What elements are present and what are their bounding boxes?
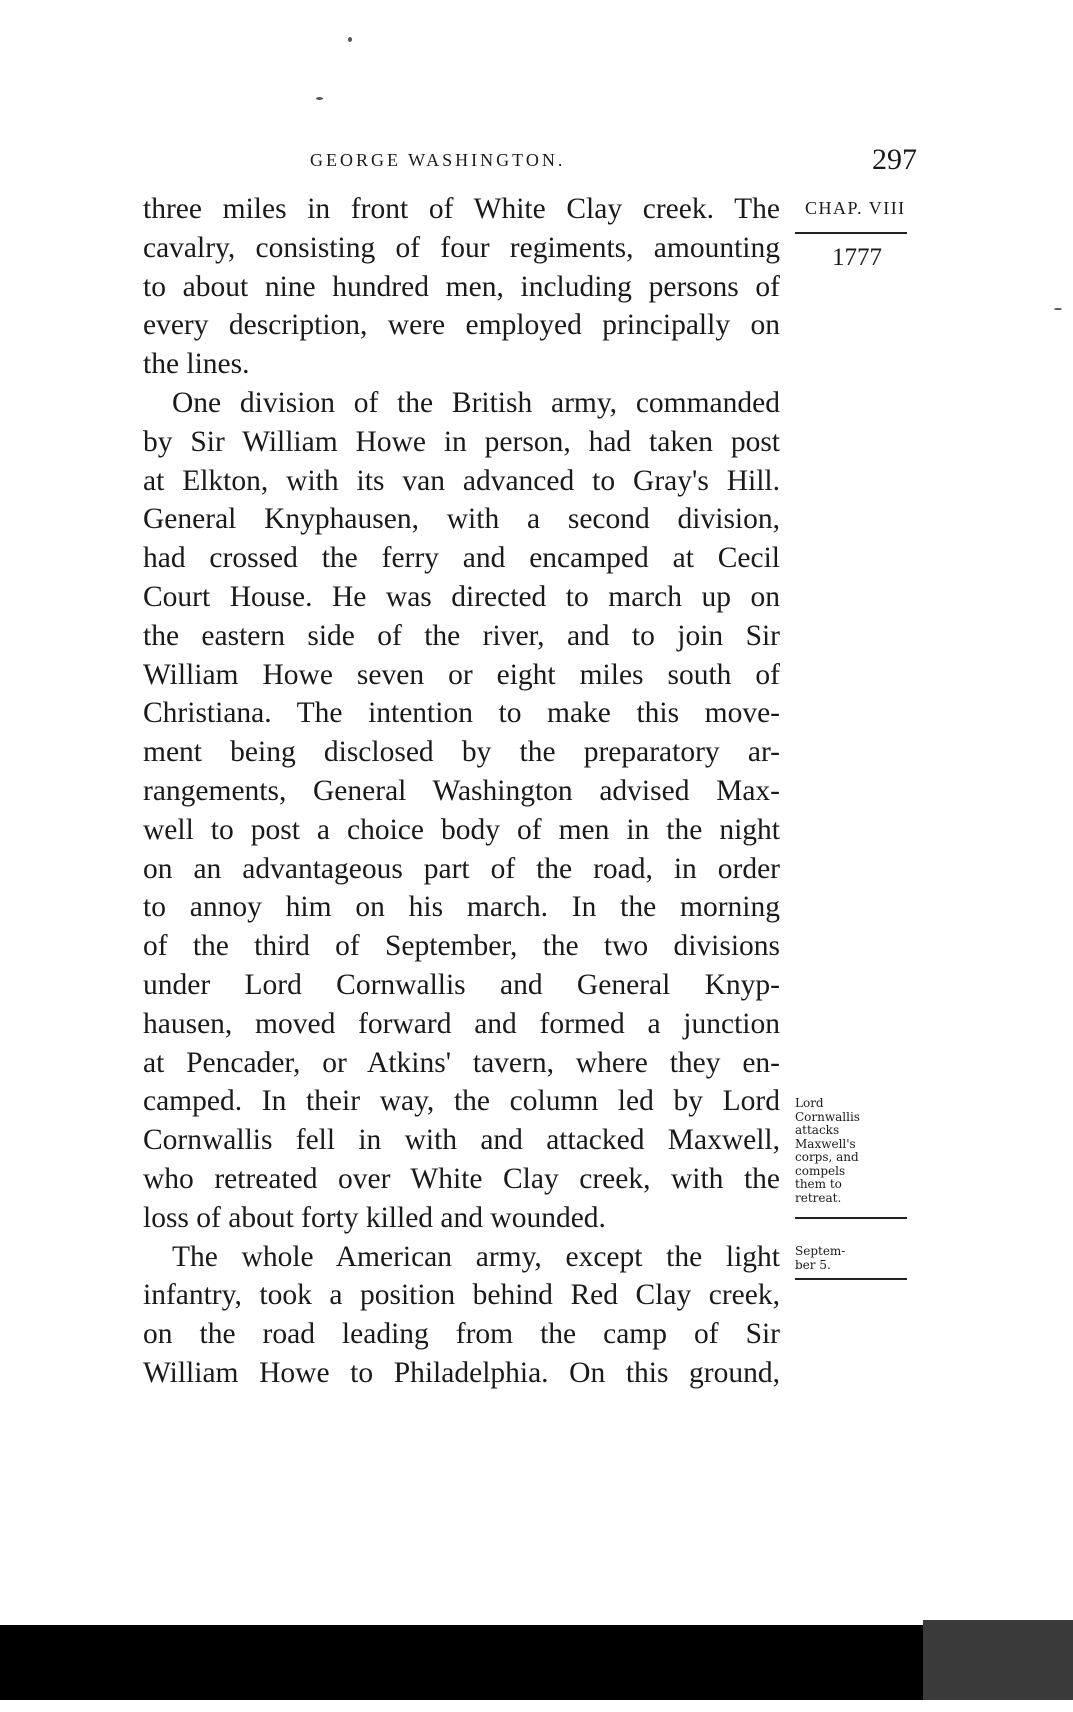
- side-note-line: Cornwallis: [795, 1109, 860, 1124]
- side-note-line: Septem-: [795, 1244, 846, 1258]
- side-note-line: compels: [795, 1163, 846, 1178]
- text-line: Court House. He was directed to march up on: [143, 580, 780, 613]
- side-note-rule: [795, 1278, 907, 1280]
- text-line: Christiana. The intention to make this move-: [143, 697, 780, 730]
- text-line: well to post a choice body of men in the night: [143, 813, 780, 846]
- text-line: William Howe to Philadelphia. On this ground,: [143, 1356, 780, 1389]
- text-line: ment being disclosed by the preparatory ar-: [143, 736, 780, 769]
- text-line: General Knyphausen, with a second division,: [143, 503, 780, 536]
- text-line: three miles in front of White Clay creek. The: [143, 193, 780, 225]
- paragraph-start-line: The whole American army, except the light: [172, 1240, 780, 1273]
- text-line: rangements, General Washington advised Max-: [143, 774, 780, 807]
- scan-speck: [348, 37, 352, 42]
- side-note-line: Lord: [795, 1096, 824, 1110]
- text-line: Cornwallis fell in with and attacked Maxwell,: [143, 1124, 780, 1157]
- text-line: on the road leading from the camp of Sir: [143, 1318, 780, 1351]
- side-note-line: Maxwell's: [795, 1136, 856, 1151]
- text-line: the eastern side of the river, and to join Sir: [143, 619, 780, 652]
- scan-speck: [316, 97, 323, 100]
- running-title: GEORGE WASHINGTON.: [310, 150, 566, 170]
- scan-speck: [1054, 308, 1062, 310]
- text-line: of the third of September, the two divisions: [143, 930, 780, 963]
- text-line: hausen, moved forward and formed a junction: [143, 1007, 780, 1040]
- text-line: at Pencader, or Atkins' tavern, where they en-: [143, 1046, 780, 1079]
- text-line: every description, were employed principally on: [143, 309, 780, 342]
- page-number: 297: [872, 143, 917, 176]
- paragraph-start-line: One division of the British army, commanded: [172, 386, 780, 419]
- text-line: at Elkton, with its van advanced to Gray's Hill.: [143, 464, 780, 497]
- text-line: by Sir William Howe in person, had taken post: [143, 425, 780, 458]
- side-note-date: [795, 1245, 845, 1272]
- scan-bottom-shadow: [923, 1620, 1073, 1700]
- text-line: had crossed the ferry and encamped at Cecil: [143, 542, 780, 575]
- side-note-line: them to: [795, 1177, 842, 1191]
- side-note-line: ber 5.: [795, 1257, 831, 1272]
- chapter-label: CHAP. VIII: [805, 198, 906, 218]
- scan-bottom-shadow: [0, 1625, 1073, 1700]
- side-note-line: attacks: [795, 1123, 840, 1137]
- side-note-cornwallis: [795, 1097, 860, 1205]
- text-line: William Howe seven or eight miles south of: [143, 658, 780, 691]
- text-line: under Lord Cornwallis and General Knyp-: [143, 968, 780, 1001]
- year-label: 1777: [832, 244, 882, 271]
- text-line: infantry, took a position behind Red Clay creek,: [143, 1279, 780, 1312]
- side-note-line: corps, and: [795, 1150, 859, 1164]
- text-line: to annoy him on his march. In the morning: [143, 891, 780, 924]
- side-note-rule: [795, 1217, 907, 1219]
- body-text: [143, 190, 780, 1393]
- side-note-line: retreat.: [795, 1190, 842, 1205]
- text-line: loss of about forty killed and wounded.: [143, 1201, 606, 1234]
- text-line: the lines.: [143, 348, 250, 381]
- chapter-rule: [795, 232, 907, 234]
- text-line: camped. In their way, the column led by Lord: [143, 1085, 780, 1118]
- text-line: to about nine hundred men, including persons of: [143, 270, 780, 303]
- text-line: cavalry, consisting of four regiments, amounting: [143, 231, 780, 264]
- text-line: who retreated over White Clay creek, with the: [143, 1162, 780, 1195]
- text-line: on an advantageous part of the road, in order: [143, 852, 780, 885]
